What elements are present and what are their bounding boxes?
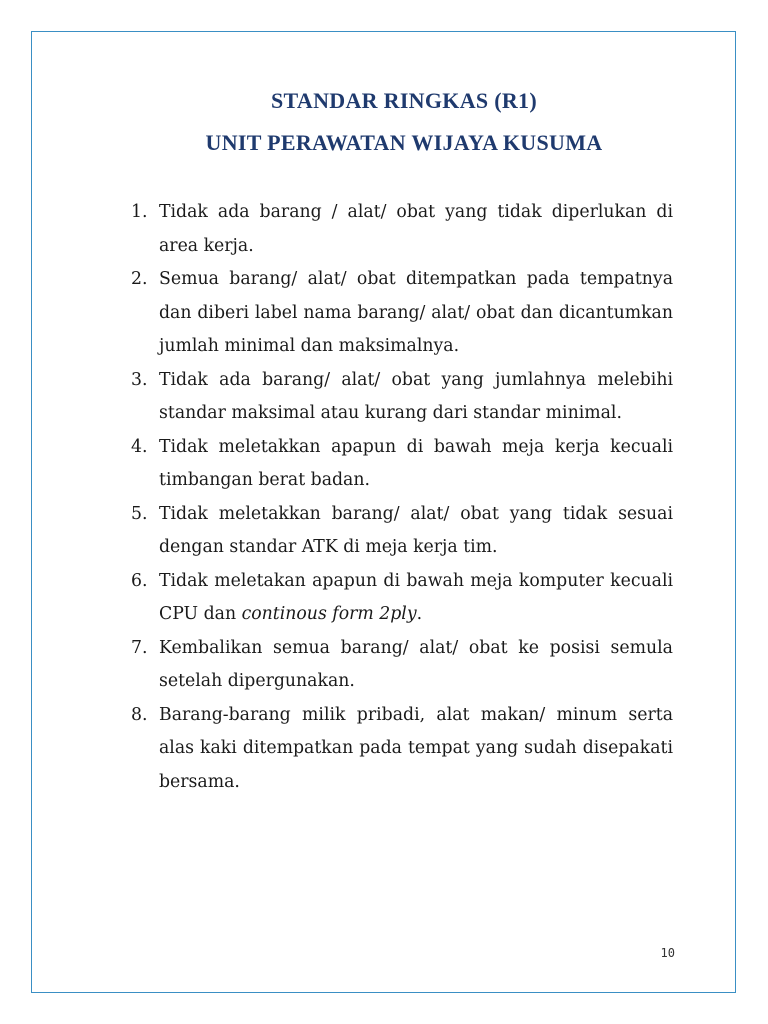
item-number: 3. xyxy=(131,369,148,390)
item-text-part: Tidak meletakan apapun di bawah meja komputer kecuali CPU dan xyxy=(159,570,673,624)
list-item xyxy=(131,699,673,800)
item-text: Kembalikan semua barang/ alat/ obat ke posisi semula setelah dipergunakan. xyxy=(159,637,673,691)
item-number: 7. xyxy=(131,637,148,658)
item-text: Semua barang/ alat/ obat ditempatkan pada tempatnya dan diberi label nama barang/ alat/ obat dan dicantumkan jumlah minimal dan maksimalnya. xyxy=(159,269,673,356)
item-text: Barang-barang milik pribadi, alat makan/ minum serta alas kaki ditempatkan pada tempat yang sudah disepakati bersama. xyxy=(159,704,673,792)
item-text: Tidak ada barang / alat/ obat yang tidak diperlukan di area kerja. xyxy=(159,202,673,256)
item-number: 5. xyxy=(131,503,148,524)
list-item xyxy=(131,196,673,263)
item-number: 8. xyxy=(131,704,148,725)
item-text: Tidak ada barang/ alat/ obat yang jumlahnya melebihi standar maksimal atau kurang dari standar minimal. xyxy=(159,369,673,423)
item-text: Tidak meletakkan barang/ alat/ obat yang tidak sesuai dengan standar ATK di meja kerja tim. xyxy=(159,503,673,557)
item-number: 2. xyxy=(131,269,148,289)
list-item xyxy=(131,498,673,565)
item-text: Tidak meletakkan apapun di bawah meja kerja kecuali timbangan berat badan. xyxy=(159,436,673,490)
rules-list xyxy=(131,196,673,799)
list-item xyxy=(131,263,673,364)
item-number: 6. xyxy=(131,570,148,591)
list-item xyxy=(131,632,673,699)
document-subtitle: UNIT PERAWATAN WIJAYA KUSUMA xyxy=(205,130,603,155)
item-text-italic: continous form 2ply xyxy=(241,604,417,624)
item-number: 4. xyxy=(131,436,148,457)
item-text xyxy=(159,571,673,625)
item-number: 1. xyxy=(131,202,148,222)
page-number: 10 xyxy=(660,946,675,960)
list-item xyxy=(131,364,673,431)
list-item xyxy=(131,431,673,498)
document-title: STANDAR RINGKAS (R1) xyxy=(271,88,537,113)
item-text-part: . xyxy=(416,604,423,624)
list-item xyxy=(131,565,673,632)
